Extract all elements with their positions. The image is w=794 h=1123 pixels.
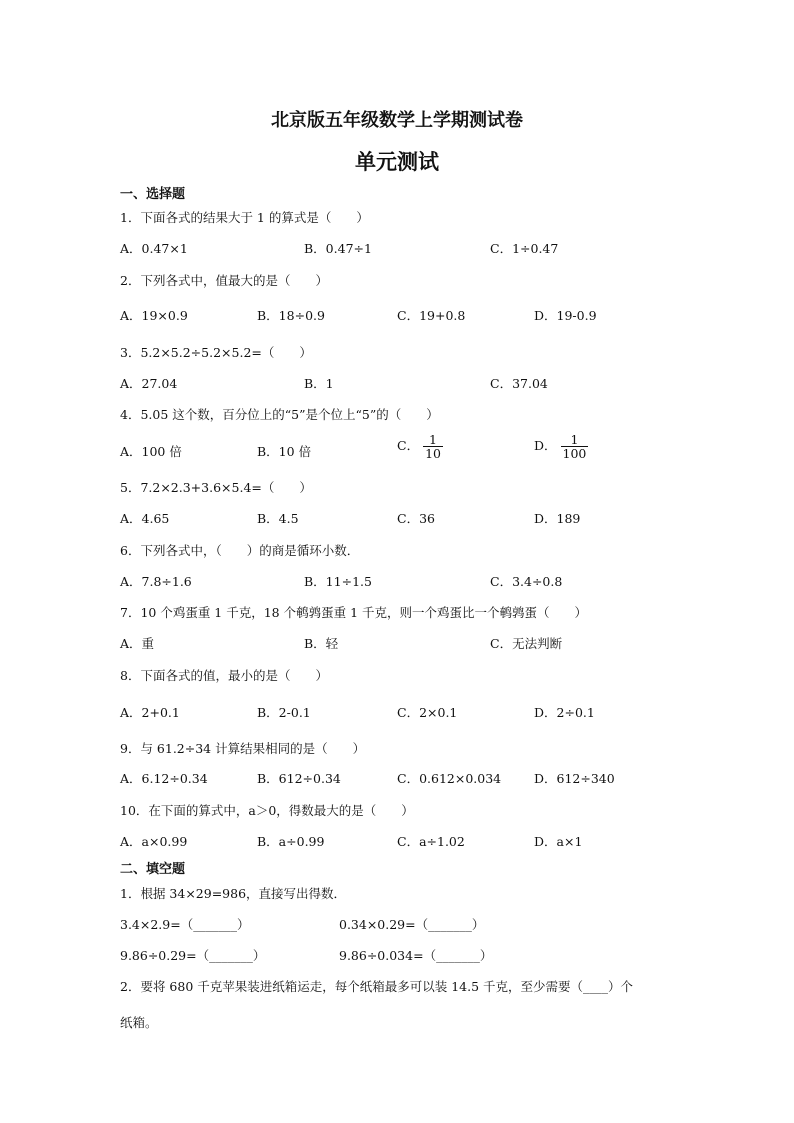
fill-question-2-line-1: 2．要将 680 千克苹果装进纸箱运走，每个纸箱最多可以装 14.5 千克，至少需要（____）个: [120, 979, 634, 994]
question-4: 4．5.05 这个数，百分位上的“5”是个位上“5”的（ ）: [120, 407, 439, 422]
q10-option-c: C．a÷1.02: [397, 834, 465, 849]
q7-option-c: C．无法判断: [490, 636, 563, 651]
section-fill-title: 二、填空题: [120, 862, 186, 877]
q5-option-b: B．4.5: [257, 511, 299, 526]
q9-option-b: B．612÷0.34: [257, 771, 341, 786]
q4-option-c: [397, 433, 443, 460]
q10-option-b: B．a÷0.99: [257, 834, 325, 849]
section-choice-title: 一、选择题: [120, 187, 186, 202]
q5-option-d: D．189: [534, 511, 581, 526]
q2-option-c: C．19+0.8: [397, 308, 466, 323]
fill-q1-expr-1: 3.4×2.9=（_______）: [120, 917, 250, 932]
fill-q1-expr-3: 9.86÷0.29=（_______）: [120, 948, 266, 963]
q4-option-c-label: C．: [397, 438, 420, 454]
question-9: 9．与 61.2÷34 计算结果相同的是（ ）: [120, 741, 366, 756]
fraction-one-tenth: [423, 433, 443, 460]
q1-option-a: A．0.47×1: [120, 241, 188, 256]
fraction-numerator: 1: [423, 433, 443, 447]
q8-option-b: B．2-0.1: [257, 705, 311, 720]
question-1: 1．下面各式的结果大于 1 的算式是（ ）: [120, 210, 369, 225]
q3-option-b: B．1: [304, 376, 334, 391]
q7-option-b: B．轻: [304, 636, 339, 651]
page-subtitle: 单元测试: [355, 150, 439, 174]
q9-option-c: C．0.612×0.034: [397, 771, 502, 786]
fraction-one-hundredth: [561, 433, 589, 460]
q3-option-a: A．27.04: [120, 376, 178, 391]
question-6: 6．下列各式中，（ ）的商是循环小数．: [120, 543, 360, 558]
q8-option-a: A．2+0.1: [120, 705, 180, 720]
q5-option-c: C．36: [397, 511, 435, 526]
fraction-denominator: 10: [425, 446, 441, 462]
q1-option-b: B．0.47÷1: [304, 241, 372, 256]
fill-q1-expr-4: 9.86÷0.034=（_______）: [339, 948, 493, 963]
question-7: 7．10 个鸡蛋重 1 千克，18 个鹌鹑蛋重 1 千克，则一个鸡蛋比一个鹌鹑蛋（ ）: [120, 605, 588, 620]
q10-option-a: A．a×0.99: [120, 834, 188, 849]
question-10: 10．在下面的算式中，a＞0，得数最大的是（ ）: [120, 803, 414, 818]
q1-option-c: C．1÷0.47: [490, 241, 559, 256]
question-8: 8．下面各式的值，最小的是（ ）: [120, 668, 328, 683]
q8-option-d: D．2÷0.1: [534, 705, 595, 720]
q9-option-d: D．612÷340: [534, 771, 615, 786]
page-title: 北京版五年级数学上学期测试卷: [271, 110, 523, 131]
q6-option-b: B．11÷1.5: [304, 574, 372, 589]
q2-option-d: D．19-0.9: [534, 308, 597, 323]
q4-option-d-label: D．: [534, 438, 557, 454]
q4-option-b: B．10 倍: [257, 444, 312, 459]
q4-option-a: A．100 倍: [120, 444, 182, 459]
q10-option-d: D．a×1: [534, 834, 583, 849]
q8-option-c: C．2×0.1: [397, 705, 458, 720]
fill-q1-expr-2: 0.34×0.29=（_______）: [339, 917, 485, 932]
question-3: 3．5.2×5.2÷5.2×5.2=（ ）: [120, 345, 312, 360]
q6-option-c: C．3.4÷0.8: [490, 574, 563, 589]
fill-question-2-line-2: 纸箱。: [120, 1015, 158, 1030]
fill-question-1: 1．根据 34×29=986，直接写出得数．: [120, 886, 347, 901]
q4-option-d: [534, 433, 588, 460]
q2-option-a: A．19×0.9: [120, 308, 188, 323]
q2-option-b: B．18÷0.9: [257, 308, 325, 323]
q3-option-c: C．37.04: [490, 376, 548, 391]
fraction-denominator: 100: [562, 446, 587, 462]
question-5: 5．7.2×2.3+3.6×5.4=（ ）: [120, 480, 312, 495]
question-2: 2．下列各式中，值最大的是（ ）: [120, 273, 328, 288]
q5-option-a: A．4.65: [120, 511, 170, 526]
q9-option-a: A．6.12÷0.34: [120, 771, 208, 786]
fraction-numerator: 1: [561, 433, 589, 447]
q6-option-a: A．7.8÷1.6: [120, 574, 192, 589]
q7-option-a: A．重: [120, 636, 155, 651]
